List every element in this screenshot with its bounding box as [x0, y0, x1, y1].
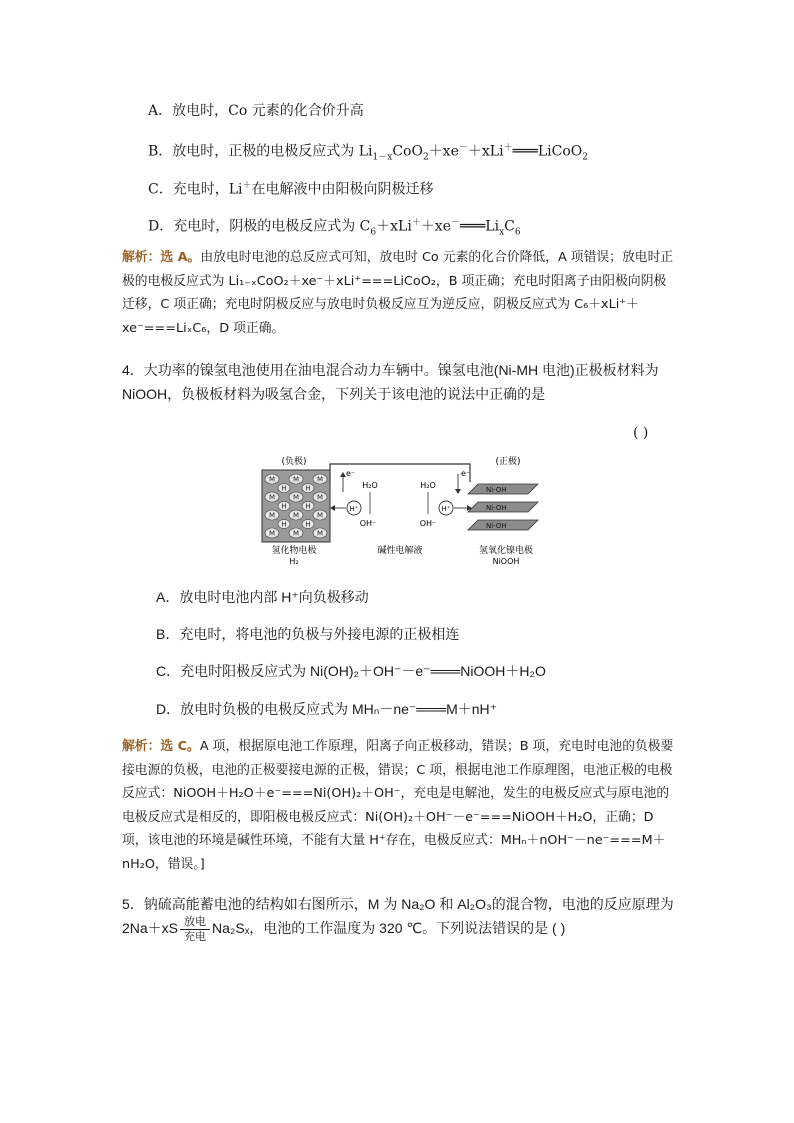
svg-text:M: M	[268, 493, 276, 502]
svg-text:H₂O: H₂O	[362, 481, 378, 490]
q4-option-b: B．充电时，将电池的负极与外接电源的正极相连	[156, 626, 460, 642]
analysis-text: A 项，根据原电池工作原理，阳离子向正极移动，错误；B 项，充电时电池的负极要接电源的负极，电池的正极要接电源的正极，错误；C 项，根据电池工作原理图，电池正极的电极反应式：NiOOH＋H₂O＋e⁻===Ni(OH)₂＋OH⁻，充电是电解池，发生的电极反应式与原电池的电极反应式是相反的，即阳极电极反应式：Ni(OH)₂＋OH⁻－e⁻===NiOOH＋H₂O，正确；D 项，该电池的环境是碱性环境，不能有大量 H⁺存在，电极反应式：MHₙ＋nOH⁻－ne⁻===M＋nH₂O，错误。]	[122, 739, 674, 872]
svg-text:H: H	[305, 502, 311, 511]
q5-stem: 5．钠硫高能蓄电池的结构如右图所示，M 为 Na₂O 和 Al₂O₃的混合物，电池的反应原理为 2Na＋xS 放电 充电Na₂Sₓ，电池的工作温度为 320 ℃。下列说法错误的是 ( )	[122, 896, 674, 943]
reversible-arrow: 放电 充电	[180, 916, 210, 943]
q4-option-c: C．充电时阳极反应式为 Ni(OH)₂＋OH⁻－e⁻═══NiOOH＋H₂O	[156, 663, 546, 679]
svg-text:M: M	[268, 511, 276, 520]
svg-text:M: M	[316, 511, 324, 520]
svg-text:H₂: H₂	[289, 557, 299, 566]
svg-text:M: M	[268, 529, 276, 538]
svg-text:M: M	[316, 493, 324, 502]
svg-text:M: M	[316, 529, 324, 538]
analysis-text: 由放电时电池的总反应式可知，放电时 Co 元素的化合价降低，A 项错误；放电时正极的电极反应式为 Li₁₋ₓCoO₂＋xe⁻＋xLi⁺===LiCoO₂，B 项正确；充电时阳离子由阳极向阴极迁移，C 项正确；充电时阴极反应与放电时负极反应互为逆反应，阴极反应式为 C₆＋xLi⁺＋xe⁻===LiₓC₆，D 项正确。	[122, 250, 674, 336]
battery-diagram	[250, 452, 550, 570]
q3-analysis	[122, 246, 674, 340]
svg-text:M: M	[292, 493, 300, 502]
svg-text:H: H	[281, 502, 287, 511]
svg-text:H: H	[281, 484, 287, 493]
svg-text:Ni-OH: Ni-OH	[486, 522, 507, 530]
svg-text:H: H	[305, 520, 311, 529]
svg-text:H⁺: H⁺	[441, 505, 451, 513]
q3-option-c: C．充电时，Li＋在电解液中由阳极向阴极迁移	[148, 181, 434, 198]
q3-option-a: A．放电时，Co 元素的化合价升高	[148, 103, 364, 119]
q3-option-b: B．放电时，正极的电极反应式为 $Li_{1-x}CoO_2+xe^-+xLi^+═══LiCoO_2$	[148, 143, 588, 163]
svg-text:M: M	[292, 529, 300, 538]
q4-analysis	[122, 735, 674, 877]
svg-text:Ni-OH: Ni-OH	[486, 504, 507, 512]
svg-text:H₂O: H₂O	[420, 481, 436, 490]
svg-text:M: M	[268, 475, 276, 484]
q4-option-a: A．放电时电池内部 H⁺向负极移动	[156, 589, 369, 605]
q3-option-d: D．充电时，阴极的电极反应式为 $C_6+xLi^++xe^-═══Li_xC_6$	[148, 218, 521, 238]
svg-text:M: M	[316, 475, 324, 484]
svg-text:e⁻: e⁻	[461, 469, 471, 478]
svg-text:M: M	[292, 475, 300, 484]
neg-label: (负极)	[281, 457, 307, 467]
right-caption: 氢氧化镍电极	[478, 546, 534, 556]
svg-text:e⁻: e⁻	[346, 469, 356, 478]
svg-text:NiOOH: NiOOH	[492, 557, 520, 566]
svg-text:Ni-OH: Ni-OH	[486, 486, 507, 494]
svg-text:H⁺: H⁺	[349, 505, 359, 513]
svg-text:OH⁻: OH⁻	[359, 519, 377, 528]
analysis-label: 解析：选 C。	[122, 739, 200, 754]
svg-text:M: M	[292, 511, 300, 520]
left-caption: 氢化物电极	[271, 546, 317, 556]
svg-text:H: H	[281, 520, 287, 529]
analysis-label: 解析：选 A。	[122, 250, 201, 265]
q4-stem: 4．大功率的镍氢电池使用在油电混合动力车辆中。镍氢电池(Ni-MH 电池)正极板材料为 NiOOH，负极板材料为吸氢合金，下列关于该电池的说法中正确的是	[122, 362, 659, 402]
q4-option-d: D．放电时负极的电极反应式为 MHₙ－ne⁻═══M＋nH⁺	[156, 701, 498, 717]
mid-caption: 碱性电解液	[377, 546, 423, 556]
answer-paren: ( )	[633, 425, 649, 441]
svg-text:OH⁻: OH⁻	[419, 519, 437, 528]
svg-text:H: H	[305, 484, 311, 493]
pos-label: (正极)	[495, 457, 521, 467]
